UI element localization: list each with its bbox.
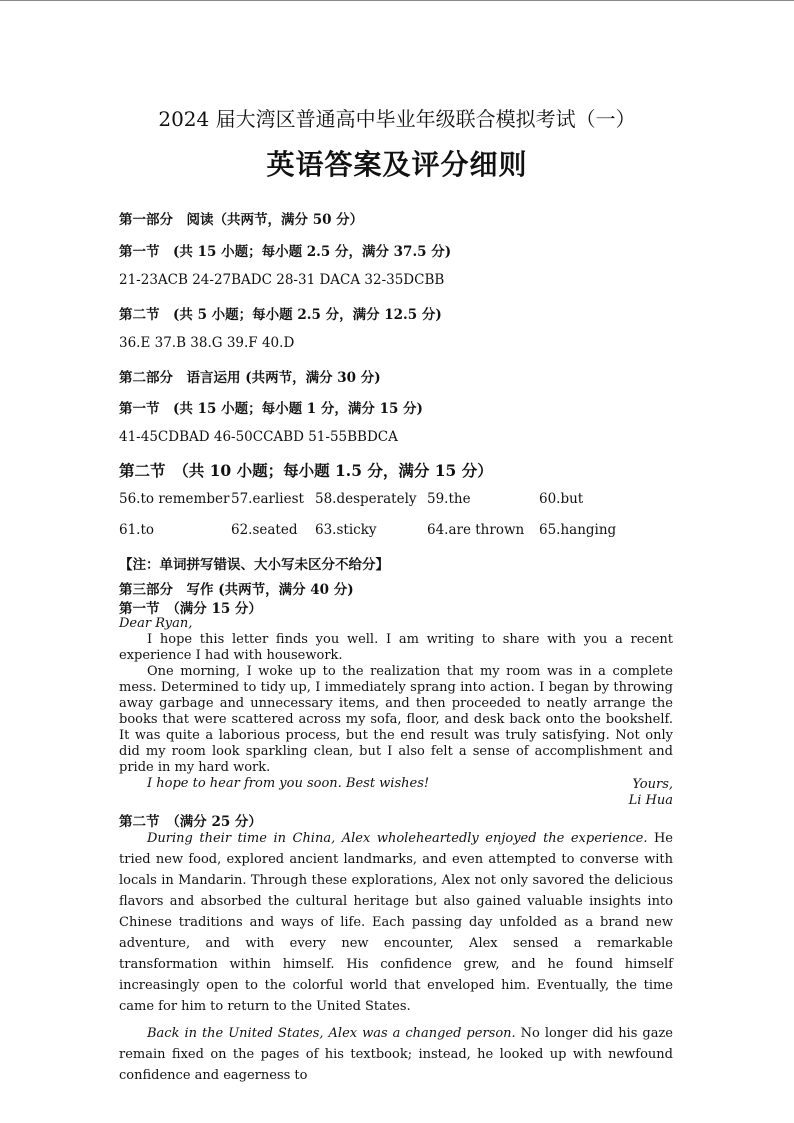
- letter-salutation: Dear Ryan,: [119, 616, 193, 631]
- answer-62: 62.seated: [231, 522, 298, 538]
- spelling-note: 【注：单词拼写错误、大小写未区分不给分】: [119, 557, 389, 573]
- part1-sec2-answers: 36.E 37.B 38.G 39.F 40.D: [119, 335, 295, 351]
- answer-60: 60.but: [539, 491, 584, 507]
- essay-paragraph-1-body: He tried new food, explored ancient landmarks, and even attempted to converse with locals in Mandarin. Through these explorations, Alex not only savored the delicious flavors and absorbed the cultural heritage but also gained valuable insights into Chinese traditions and ways of life. Each passing day unfolded as a brand new adventure, and with every new encounter, Alex sensed a remarkable transformation within himself. His confidence grew, and he found himself increasingly open to the colorful world that enveloped him. Eventually, the time came for him to return to the United States.: [119, 831, 673, 1014]
- part2-heading: 第二部分 语言运用 (共两节，满分 30 分): [119, 370, 381, 386]
- part2-sec2-heading: 第二节 （共 10 小题；每小题 1.5 分，满分 15 分）: [119, 461, 493, 480]
- part1-heading: 第一部分 阅读（共两节，满分 50 分）: [119, 212, 364, 228]
- answer-63: 63.sticky: [315, 522, 377, 538]
- continuation-essay: [119, 828, 673, 1092]
- essay-paragraph-2: [119, 1023, 673, 1086]
- answer-64: 64.are thrown: [427, 522, 525, 538]
- essay-paragraph-1-opening: During their time in China, Alex wholeheartedly enjoyed the experience.: [147, 831, 648, 846]
- letter-body: [119, 616, 673, 792]
- answer-65: 65.hanging: [539, 522, 617, 538]
- exam-title: 2024 届大湾区普通高中毕业年级联合模拟考试（一）: [158, 107, 636, 131]
- part2-sec1-answers: 41-45CDBAD 46-50CCABD 51-55BBDCA: [119, 429, 398, 445]
- answer-56: 56.to remember: [119, 491, 230, 507]
- part3-sec2-heading: 第二节 （满分 25 分）: [119, 814, 262, 830]
- part2-sec1-heading: 第一节 (共 15 小题；每小题 1 分，满分 15 分): [119, 401, 423, 417]
- letter-paragraph-2: One morning, I woke up to the realization that my room was in a complete mess. Determined to tidy up, I immediately sprang into action. I began by throwing away garbage and unnecessary items, and then proceeded to neatly arrange the books that were scattered across my sofa, floor, and desk back onto the bookshelf. It was quite a laborious process, but the end result was truly satisfying. Not only did my room look sparkling clean, but I also felt a sense of accomplishment and pride in my hard work.: [119, 664, 673, 775]
- part3-sec1-heading: 第一节 （满分 15 分）: [119, 601, 262, 617]
- part1-sec1-heading: 第一节 (共 15 小题；每小题 2.5 分，满分 37.5 分): [119, 244, 452, 260]
- essay-paragraph-1: [119, 828, 673, 1017]
- essay-paragraph-2-opening: Back in the United States, Alex was a changed person.: [147, 1026, 516, 1041]
- letter-closing-line: I hope to hear from you soon. Best wishes!: [147, 776, 430, 791]
- letter-paragraph-1: I hope this letter finds you well. I am writing to share with you a recent experience I had with housework.: [119, 632, 673, 663]
- answer-59: 59.the: [427, 491, 471, 507]
- answer-58: 58.desperately: [315, 491, 417, 507]
- top-border: [0, 0, 794, 1]
- essay-paragraph-2-body: No longer did his gaze remain fixed on the pages of his textbook; instead, he looked up with newfound confidence and eagerness to: [119, 1026, 673, 1083]
- document-title: 英语答案及评分细则: [266, 148, 528, 181]
- answer-57: 57.earliest: [231, 491, 304, 507]
- answer-61: 61.to: [119, 522, 155, 538]
- part3-heading: 第三部分 写作 (共两节，满分 40 分): [119, 582, 354, 598]
- letter-yours: Yours,: [632, 777, 673, 792]
- part1-sec2-heading: 第二节 (共 5 小题；每小题 2.5 分，满分 12.5 分): [119, 307, 442, 323]
- letter-signature: Li Hua: [628, 793, 673, 808]
- part1-sec1-answers: 21-23ACB 24-27BADC 28-31 DACA 32-35DCBB: [119, 272, 445, 288]
